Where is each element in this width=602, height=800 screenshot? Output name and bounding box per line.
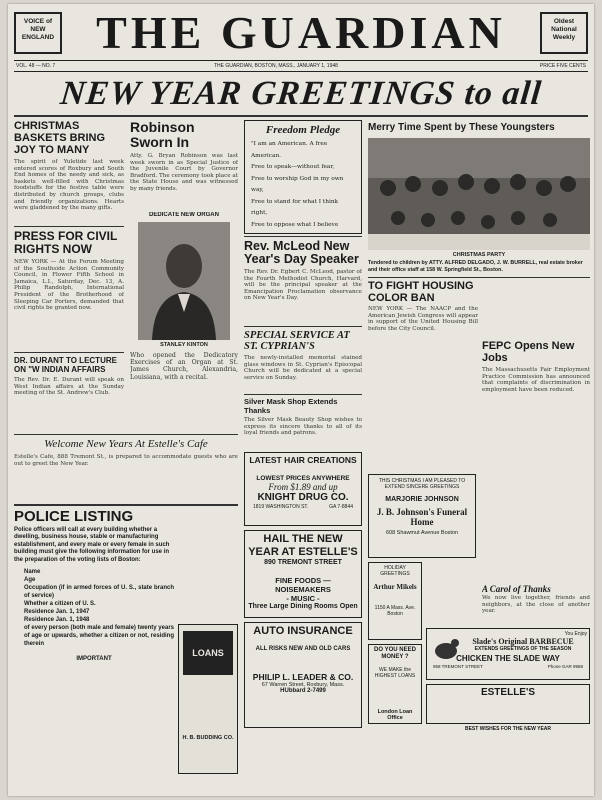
story-body: The Rev. Dr. E. Durant will speak on West Indian affairs at the Sunday meeting of the St. Andrew's Club. — [14, 377, 124, 397]
story-stanley: Who opened the Dedicatory Exercises of an Organ at St. James Church, Alexandria, Louisiana, with a recital. — [130, 352, 238, 381]
headline: CHRISTMAS BASKETS BRING JOY TO MANY — [14, 120, 106, 156]
ad-sub: J. B. Johnson's Funeral Home — [376, 507, 468, 527]
ad-phone: HUbbard 2-7499 — [280, 688, 326, 694]
story-durant — [14, 356, 124, 430]
police-intro: Police officers will call at every building whether a dwelling, business house, stable or manufacturing establishment, and every male or every female in such building must give the following information for use in the preparation of the voting lists of Boston: — [14, 527, 170, 563]
story-body: The Silver Mask Beauty Shop wishes to express its sincere thanks to all of its loyal friends and patrons. — [244, 417, 362, 437]
headline: FEPC Opens New Jobs — [482, 340, 575, 364]
story-body: The Rev. Dr. Egbert C. McLeod, pastor of the Fourth Methodist Church, Harvard, will be the principal speaker at the Emancipation Proclamation observance on New Year's Day. — [244, 269, 362, 302]
new-year-banner: NEW YEAR GREETINGS to all — [58, 75, 544, 112]
ad-footer — [429, 664, 587, 669]
price: PRICE FIVE CENTS — [539, 63, 586, 69]
ad-address: 890 TREMONT STREET — [264, 559, 342, 566]
ad-sub: EXTENDS GREETINGS OF THE SEASON — [474, 646, 572, 652]
police-field: Residence Jan. 1, 1947 — [24, 609, 90, 616]
freedom-pledge-box — [244, 120, 362, 234]
police-listing — [14, 508, 174, 792]
pledge-lines — [251, 139, 355, 234]
story-body: Atty. G. Bryan Robinson was last week sworn in as Special Justice of the Juvenile Court by Governor Bradford. The ceremony took place at the State House and was witnessed by many friends. — [130, 153, 238, 192]
ad-line: FINE FOODS — NOISEMAKERS — [275, 576, 331, 594]
photo-caption: STANLEY KINTON — [160, 342, 208, 348]
story-body: The Massachusetts Fair Employment Practice Commission has announced that complaints of discrimination in employment have been reduced. — [482, 367, 590, 393]
pledge-line: Free to worship God in my own way, — [251, 175, 344, 193]
police-field: Occupation (if in armed forces of U. S., state branch of service) — [24, 585, 174, 600]
headline: SPECIAL SERVICE AT ST. CYPRIAN'S — [244, 330, 350, 352]
ad-chicken: CHICKEN THE SLADE WAY — [456, 654, 560, 663]
column-rule — [14, 434, 238, 435]
ad-slades-barbecue — [426, 628, 590, 680]
story-fepc — [482, 280, 590, 470]
dateline — [14, 60, 588, 72]
story-press-civil-rights — [14, 230, 124, 350]
column-rule — [14, 226, 124, 227]
column-rule — [368, 277, 590, 278]
ad-address: 1150 A Mass. Ave. Boston — [374, 605, 416, 617]
story-robinson — [130, 120, 238, 210]
police-field: Whether a citizen of U. S. — [24, 601, 96, 608]
stanley-kinton-photo — [138, 222, 230, 340]
ad-name: PHILIP L. LEADER & CO. — [252, 672, 354, 682]
ad-title: Slade's Original BARBECUE — [472, 637, 574, 646]
headline: Freedom Pledge — [265, 124, 341, 136]
left-ear: VOICE of NEW ENGLAND — [14, 12, 62, 54]
ad-phone: Phone GAR 9988 — [547, 664, 583, 669]
ad-address: 608 Shawmut Avenue Boston — [385, 530, 459, 536]
ad-auto-insurance — [244, 622, 362, 728]
story-body: The newly-installed memorial stained glass windows in St. Cyprian's Episcopal Church will be dedicated at a special service on Sunday. — [244, 355, 362, 381]
headline: Robinson Sworn In — [130, 120, 195, 150]
police-fields — [14, 568, 174, 648]
police-field: Name — [24, 569, 41, 576]
pledge-line: "I am an American. A free American. — [251, 141, 328, 159]
place-date: THE GUARDIAN, BOSTON, MASS., JANUARY 1, 1948 — [214, 63, 338, 69]
ad-address: 958 TREMONT STREET — [433, 664, 483, 669]
christmas-party-photo — [368, 138, 590, 250]
ad-arthur-mikels — [368, 562, 422, 640]
ad-london-loan — [368, 644, 422, 724]
story-body: NEW YORK — At the Forum Meeting of the Southside Action Community Council, in Flower Fifth School in Jamaica, L.I., Saturday, Dec. 13, A. Philip Randolph, International President of the Brotherhood of Sleeping Car Porters, demanded that civil rights be granted now. — [14, 259, 124, 312]
ad-johnson-funeral — [368, 474, 476, 558]
ad-sub: WE MAKE the HIGHEST LOANS — [374, 667, 416, 679]
police-field: Residence Jan. 1, 1948 — [24, 617, 90, 624]
police-field: of every person (both male and female) twenty years of age or upwards, whether a citizen or not, residing therein — [24, 625, 174, 648]
ad-title: DO YOU NEED MONEY ? — [374, 647, 416, 660]
pledge-line: Free to oppose what I believe — [251, 221, 339, 228]
ad-price: From $1.89 and up — [268, 482, 338, 492]
ad-title: LATEST HAIR CREATIONS — [249, 455, 357, 465]
pledge-line: Free to speak—without fear, — [251, 164, 335, 170]
ad-estelle-hail — [244, 530, 362, 618]
column-rule — [244, 236, 362, 237]
story-special-service — [244, 330, 362, 392]
story-body: NEW YORK — The NAACP and the American Jewish Congress will appear in support of the United Housing Bill before the City Council. — [368, 306, 478, 332]
headline: Merry Time Spent by These Youngsters — [368, 122, 555, 133]
ad-address: 67 Warren Street, Roxbury, Mass. — [261, 682, 345, 688]
column-rule — [244, 326, 362, 327]
column-rule — [14, 504, 238, 506]
loans-name: H. B. BUDDING CO. — [182, 735, 234, 741]
story-silver-mask — [244, 398, 362, 448]
ad-line: - MUSIC - — [286, 594, 320, 603]
ad-name: KNIGHT DRUG CO. — [257, 492, 349, 503]
ad-top: HOLIDAY GREETINGS — [380, 565, 410, 577]
ad-top: You Enjoy — [564, 631, 587, 637]
ad-address: 1819 WASHINGTON ST. — [253, 504, 309, 510]
chicken-icon — [431, 635, 461, 661]
ad-footer — [247, 504, 359, 510]
banner-rule — [14, 115, 588, 117]
ad-top: THIS CHRISTMAS I AM PLEASED TO EXTEND SINCERE GREETINGS — [378, 478, 466, 490]
police-field: Age — [24, 577, 36, 584]
important-label: IMPORTANT — [76, 656, 112, 663]
ad-phone: GA 7-8844 — [329, 504, 353, 510]
ad-estelles — [426, 684, 590, 724]
best-wishes: BEST WISHES FOR THE NEW YEAR — [464, 726, 552, 732]
group-photo-icon — [368, 138, 590, 250]
ad-title: HAIL THE NEW YEAR AT ESTELLE'S — [248, 533, 358, 558]
volume-number: VOL. 48 — NO. 7 — [16, 63, 56, 69]
ad-name: Arthur Mikels — [373, 583, 417, 591]
headline: POLICE LISTING — [14, 508, 134, 525]
ad-title: AUTO INSURANCE — [253, 625, 353, 637]
story-christmas-baskets — [14, 120, 124, 224]
headline: A Carol of Thanks — [482, 584, 551, 594]
newspaper-title: THE GUARDIAN — [96, 7, 506, 58]
headline: Rev. McLeod New Year's Day Speaker — [244, 240, 359, 266]
ad-sub: ALL RISKS NEW AND OLD CARS — [255, 646, 351, 652]
loans-title: LOANS — [183, 631, 233, 675]
ad-knight-drug — [244, 452, 362, 526]
masthead — [8, 4, 594, 68]
right-ear: Oldest National Weekly — [540, 12, 588, 54]
story-body: Estelle's Cafe, 888 Tremont St., is prepared to accommodate guests who are out to greet the New Year. — [14, 454, 238, 467]
ad-line: Three Large Dining Rooms Open — [248, 603, 358, 610]
column-rule — [244, 394, 362, 395]
ad-name: London Loan Office — [377, 709, 413, 721]
ad-budding-loans — [178, 624, 238, 774]
story-body: We now live together, friends and neighbors, at the close of another year. — [482, 595, 590, 615]
column-rule — [14, 352, 124, 353]
headline: Welcome New Years At Estelle's Cafe — [44, 438, 208, 450]
newspaper-page — [8, 4, 594, 796]
headline: TO FIGHT HOUSING COLOR BAN — [368, 280, 474, 304]
story-body: The spirit of Yuletide last week entered scores of Roxbury and South End homes of the needy and sick, as baskets well-filled with Christmas foodstuffs for the festive table were distributed by church groups, clubs and friendly organizations. Hearts were gladdened by the many gifts. — [14, 159, 124, 212]
story-welcome — [14, 438, 238, 500]
photo-caption: DEDICATE NEW ORGAN — [149, 212, 219, 218]
story-mcleod — [244, 240, 362, 324]
headline: PRESS FOR CIVIL RIGHTS NOW — [14, 230, 118, 256]
story-carol — [482, 474, 590, 624]
pledge-line: Free to stand for what I think right, — [251, 198, 339, 216]
portrait-icon — [138, 222, 230, 340]
headline: DR. DURANT TO LECTURE ON "W INDIAN AFFAIRS — [14, 356, 117, 374]
story-color-ban — [368, 280, 478, 332]
ad-sub: LOWEST PRICES ANYWHERE — [256, 475, 350, 482]
headline: Silver Mask Shop Extends Thanks — [244, 398, 338, 415]
photo-caption: Tendered to children by ATTY. ALFRED DELGADO, J. W. BURRELL, real estate broker and their office staff at 158 W. Springfield St., Boston. — [368, 260, 583, 273]
ad-title: ESTELLE'S — [480, 687, 536, 698]
ad-name: MARJORIE JOHNSON — [385, 496, 459, 503]
caption-title: CHRISTMAS PARTY — [452, 252, 506, 258]
